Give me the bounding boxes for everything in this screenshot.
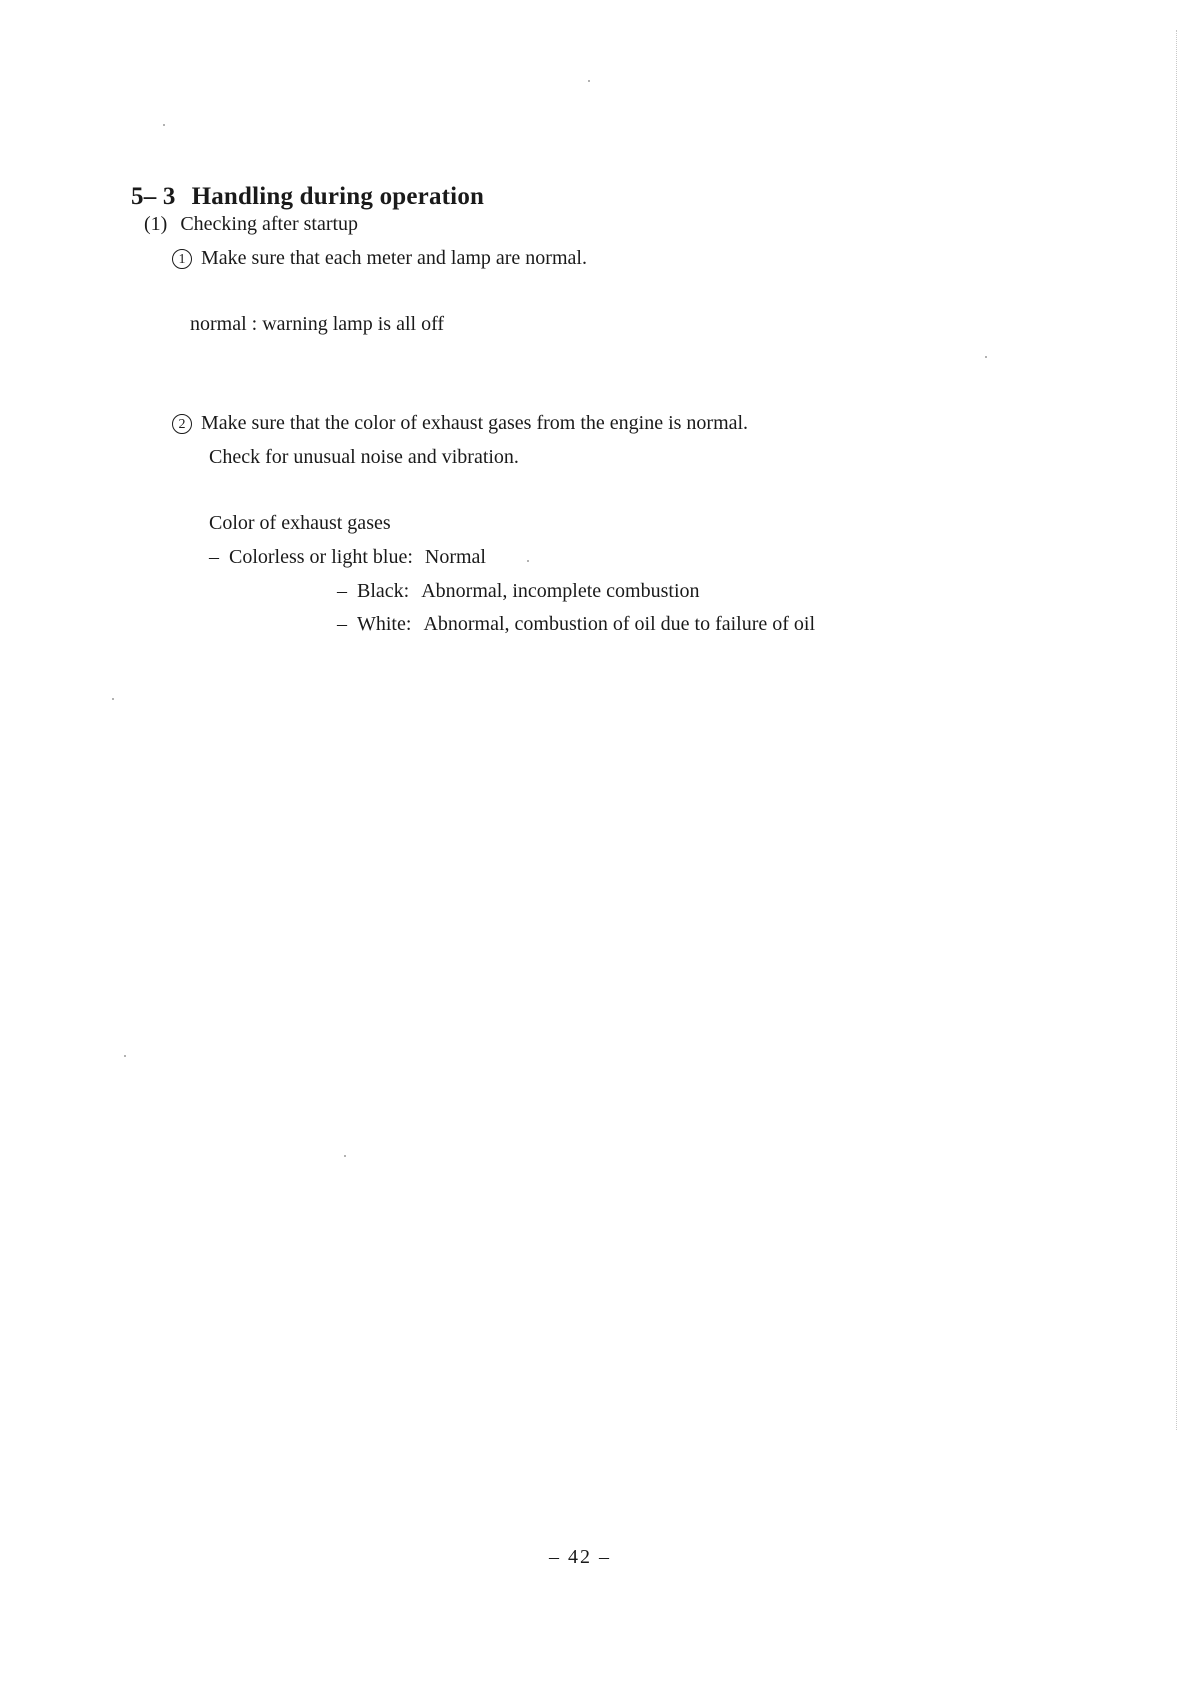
section-heading (131, 183, 484, 211)
exhaust-row (209, 545, 486, 569)
circled-number-1: 1 (172, 249, 192, 269)
scan-speck (344, 1155, 346, 1157)
list-item (172, 411, 748, 435)
section-number: 5– 3 (131, 183, 176, 210)
scan-speck (112, 698, 114, 700)
section-title: Handling during operation (191, 183, 485, 210)
circled-number-2: 2 (172, 414, 192, 434)
subsection-marker: (1) (144, 213, 168, 235)
scan-speck (588, 80, 590, 82)
scan-edge-line (1176, 30, 1177, 1430)
item-text: Make sure that each meter and lamp are normal. (201, 247, 587, 269)
exhaust-color-label: White: (357, 613, 412, 635)
exhaust-color-label: Colorless or light blue: (229, 546, 413, 568)
subsection-label: Checking after startup (180, 213, 359, 235)
exhaust-color-label: Black: (357, 580, 410, 602)
scan-speck (985, 356, 987, 358)
subsection-heading (144, 212, 358, 236)
exhaust-color-value: Abnormal, incomplete combustion (421, 580, 700, 602)
exhaust-color-value: Abnormal, combustion of oil due to failure of oil (423, 613, 816, 635)
item-text: Make sure that the color of exhaust gases from the engine is normal. (201, 412, 749, 434)
dash: – (337, 613, 347, 635)
list-item (172, 246, 587, 270)
exhaust-heading: Color of exhaust gases (209, 512, 391, 534)
scan-speck (124, 1055, 126, 1057)
page-number: – 42 – (549, 1546, 611, 1568)
exhaust-row (337, 579, 700, 603)
item-text-continuation: Check for unusual noise and vibration. (209, 446, 519, 468)
scan-speck (163, 124, 165, 126)
scan-speck (527, 560, 529, 562)
dash: – (209, 546, 219, 568)
dash: – (337, 580, 347, 602)
item-note: normal : warning lamp is all off (190, 313, 445, 335)
exhaust-color-value: Normal (424, 546, 486, 568)
exhaust-row (337, 612, 815, 636)
